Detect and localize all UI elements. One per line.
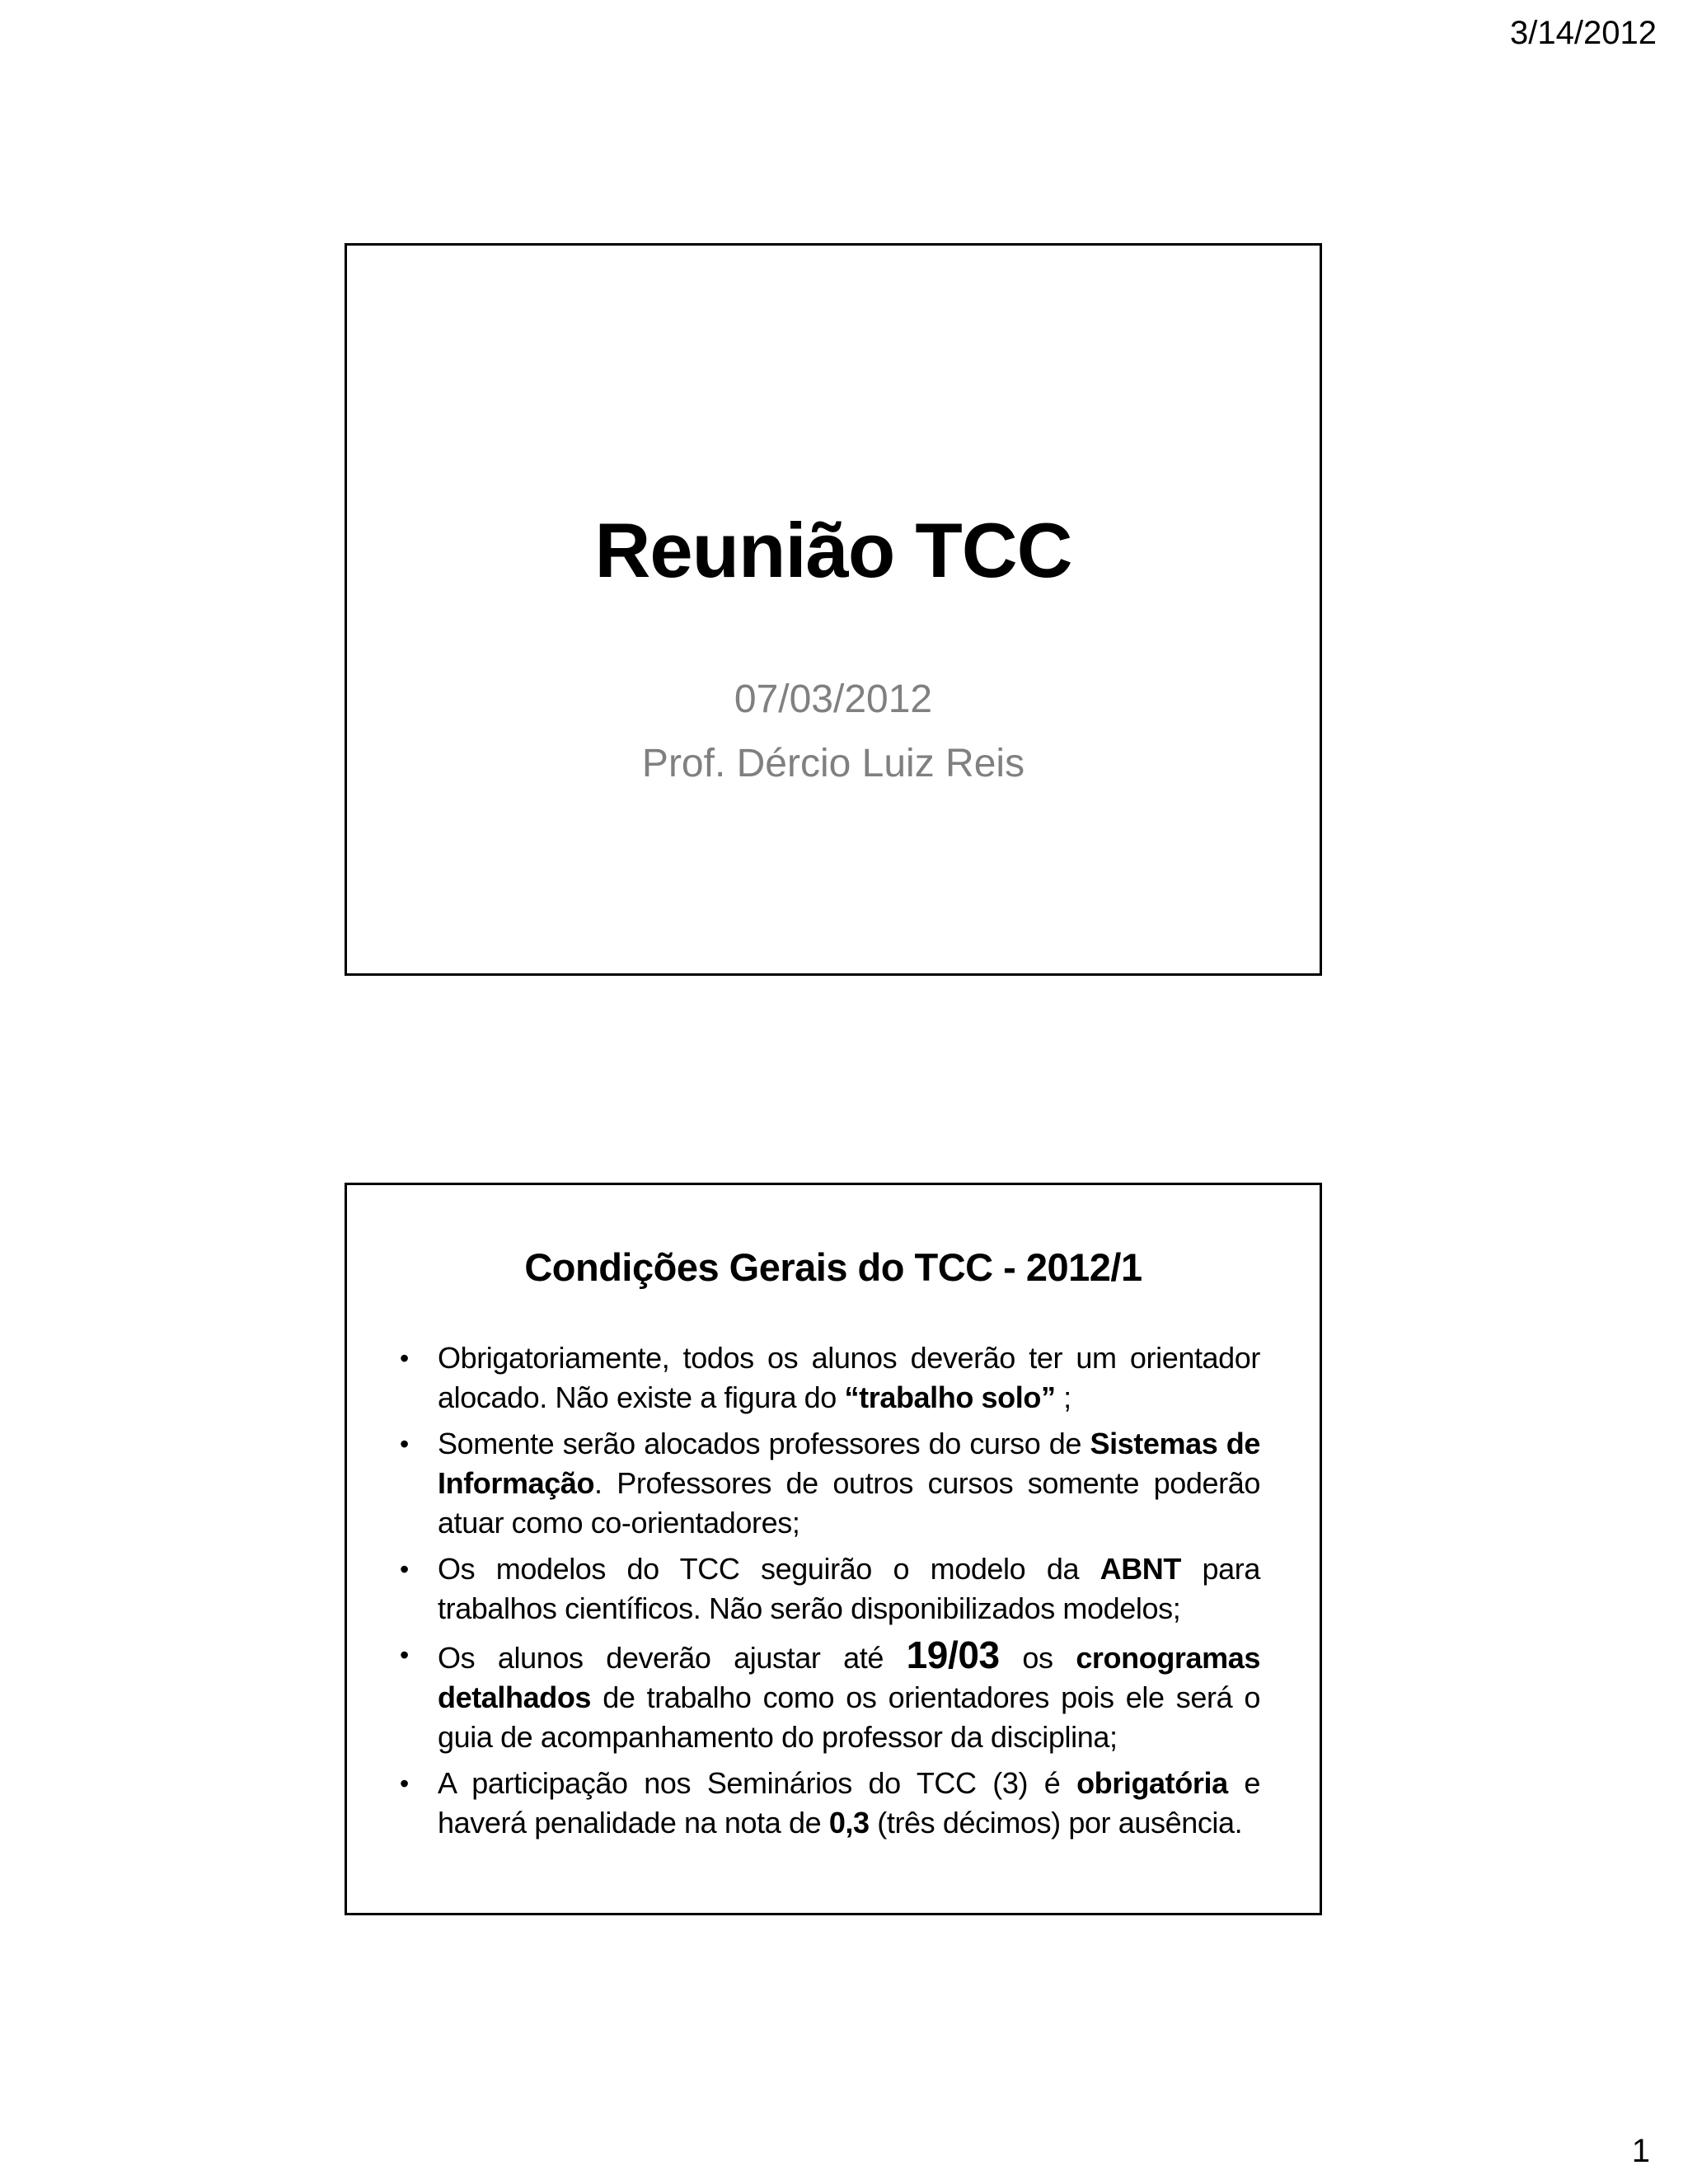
header-date: 3/14/2012 <box>1510 15 1657 51</box>
slide-conditions-heading: Condições Gerais do TCC - 2012/1 <box>524 1245 1142 1289</box>
bullet-text: Somente serão alocados professores do curso de <box>438 1427 1090 1460</box>
bullet-item <box>400 1764 1260 1843</box>
bullet-item <box>400 1338 1260 1418</box>
slide-conditions <box>345 1183 1322 1915</box>
bullet-icon: • <box>400 1554 409 1584</box>
page-number: 1 <box>1631 2133 1650 2169</box>
bullet-icon: • <box>400 1343 409 1373</box>
bullet-text: para trabalhos científicos. Não serão disponibilizados modelos; <box>438 1552 1260 1625</box>
bullet-emphasis: “trabalho solo” <box>844 1380 1056 1414</box>
bullet-text: ; <box>1055 1380 1071 1414</box>
bullet-icon: • <box>400 1429 409 1459</box>
bullet-text: de trabalho como os orientadores pois ele será o guia de acompanhamento do professor da disciplina; <box>438 1680 1260 1754</box>
bullet-emphasis: Sistemas de Informação <box>438 1427 1260 1500</box>
bullet-text: Os modelos do TCC seguirão o modelo da <box>438 1552 1100 1586</box>
bullet-item <box>400 1549 1260 1629</box>
bullet-emphasis: cronogramas detalhados <box>438 1641 1260 1714</box>
slide-title <box>345 243 1322 976</box>
bullet-text: e haverá penalidade na nota de <box>438 1766 1261 1840</box>
bullet-text: Obrigatoriamente, todos os alunos deverão ter um orientador alocado. Não existe a figura do <box>438 1341 1260 1414</box>
bullet-item <box>400 1424 1260 1543</box>
slide-date: 07/03/2012 <box>734 677 933 721</box>
bullet-item <box>400 1635 1260 1757</box>
bullet-emphasis: ABNT <box>1100 1552 1181 1586</box>
slide-title-heading: Reunião TCC <box>594 507 1072 593</box>
slide-title-subtitle <box>347 668 1320 796</box>
bullet-text: os <box>999 1641 1076 1675</box>
bullet-icon: • <box>400 1769 409 1798</box>
bullet-list <box>400 1338 1260 1849</box>
bullet-text: Os alunos deverão ajustar até <box>438 1641 907 1675</box>
slide-author: Prof. Dércio Luiz Reis <box>641 742 1025 785</box>
bullet-emphasis: 0,3 <box>828 1806 870 1840</box>
bullet-text: . Professores de outros cursos somente poderão atuar como co-orientadores; <box>438 1466 1260 1540</box>
bullet-text: (três décimos) por ausência. <box>869 1806 1243 1840</box>
bullet-text: A participação nos Seminários do TCC (3) é <box>438 1766 1077 1800</box>
bullet-deadline: 19/03 <box>906 1633 1000 1676</box>
bullet-emphasis: obrigatória <box>1076 1766 1228 1800</box>
bullet-icon: • <box>400 1640 409 1670</box>
